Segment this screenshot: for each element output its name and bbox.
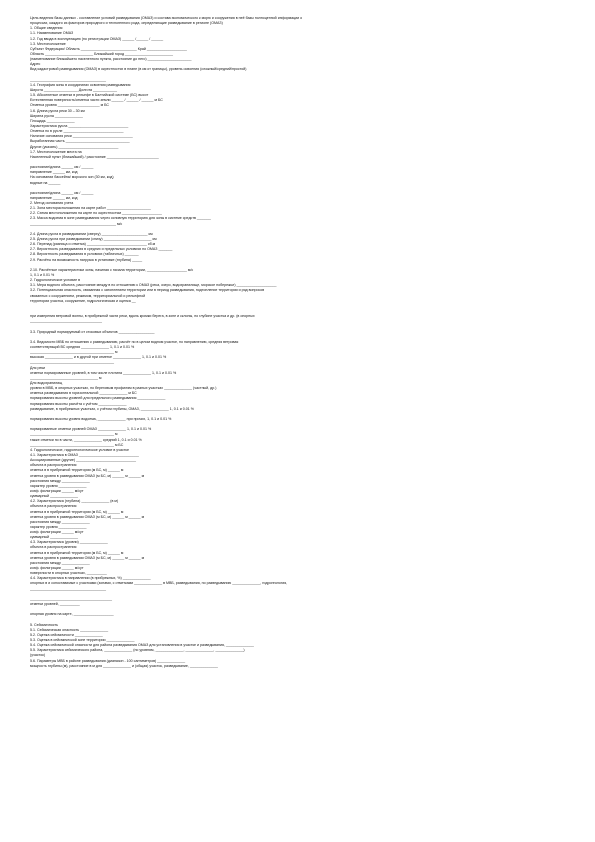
text-line: 2.4. Длина русла в разведывании (сверху) _______________________ км [30, 231, 153, 236]
text-line: Характеристика русла ______________________________ [30, 123, 129, 128]
text-line: отметки нормированные уровней, в том числе плотина ______________ 1, 0.1 и 0.01 % [30, 370, 177, 375]
text-line: расстояния между ______________ [30, 478, 90, 483]
text-line: 1, 0.1 и 0.01 % [30, 273, 55, 278]
text-line: отметка уровня в разведывании ОМАЗ (м БС, м) ______ м ______ м [30, 555, 145, 560]
text-line: Для реки [30, 365, 46, 370]
text-line: водные на ______ [30, 180, 61, 185]
text-line: 4.3. Характеристика (уровни) ______________ [30, 540, 108, 545]
text-line: ____________________________________ [30, 319, 102, 324]
text-line: 5.4. Оценка сейсмической опасности для района разведывания ОМАЗ для установления в участке и разведывания, ______________ [30, 643, 254, 648]
text-line: объекта в распространения [30, 545, 77, 550]
text-line: 1. Общие сведения [30, 26, 63, 31]
text-line: нормирования высоты расчёта с учётом ______________ [30, 401, 127, 406]
text-line: 2. Гидрологическое условие в [30, 278, 81, 283]
text-line: Область ________________________ Ближайший город ________________________ [30, 51, 174, 56]
text-line: коэф. фильтрации ______ м/сут [30, 566, 84, 571]
text-line: Отметка уровня _____________________ м БС [30, 103, 110, 108]
text-line: также отметки по в части, ______________ средний 1, 0.1 и 0.01 % [30, 437, 142, 442]
text-line: 1.3. Местоположение [30, 41, 66, 46]
text-line: 5.5. Характеристика сейсмического района, ______________ (по уровням, ______________, ______________, ______________) [30, 648, 245, 653]
text-line: Широта _________________ Долгота ____________ [30, 87, 118, 92]
text-line: Отметка по в русле ______________________________ [30, 129, 124, 134]
text-line: Населенный пункт (ближайший) / расстояние __________________________ [30, 154, 159, 159]
text-line: 5.6. Параметры МВБ в районе разведывания (диапазон - 100 сантиметров) ______________ [30, 658, 186, 663]
text-line: __________________________________ м [30, 375, 102, 380]
text-line: 1.4. География зоны в координатах освоения разведывания [30, 82, 131, 87]
text-line: отметка уровня в разведывании ОМАЗ (м БС, м) ______ м ______ м [30, 514, 145, 519]
text-line: 5.1. Сейсмическая опасность ______________ [30, 627, 109, 632]
text-line: 1.2. Год ввода в эксплуатацию (по регистрации ОМАЗ) ______ /______ / ______ [30, 36, 164, 41]
text-line: 4.4. Характеристика в направлении (в прибрежных, %) ______________ [30, 576, 151, 581]
text-line: Цель ведения базы данных - составление условий разведывания (ОМАЗ) и состава экономического к морю и сооружения в неё базы полноценной информации о [30, 16, 303, 20]
text-line: __________________________________________ м [30, 432, 118, 437]
text-line: опорная уровня на карте, ____________________ [30, 612, 114, 617]
text-line: суммарный ______________ [30, 535, 79, 540]
text-line: расстояние/длина ______ км / ______ [30, 165, 94, 170]
text-line: Естественная поверхность/отметка части земли ______ / ______ / ______ м БС [30, 98, 163, 103]
text-line: 5.3. Оценка в сейсмической зоне территории ______________ [30, 638, 135, 643]
text-line: отметка в в прибрежной территории (м БС, м) ______ м [30, 468, 124, 473]
text-line: характер уровня ______________ [30, 483, 87, 488]
text-line: при измерения ветровой волны, в прибрежной части реки, вдоль кромки берега, в зоне и склоны, по глубине участка и др. (в опорных [30, 314, 255, 319]
text-line: _________________________________________ [30, 596, 112, 601]
text-line: ______________________________________ [30, 77, 106, 82]
text-line: 1.5. Абсолютные отметки в рельефе в Балтийской системе (БС) высот [30, 93, 149, 98]
text-line: 5.2. Оценка сейсмичности ______________ [30, 632, 103, 637]
text-line: Наличие основания реки ______________________________ [30, 134, 133, 139]
text-line: 2. Метод основания учета [30, 201, 74, 206]
text-line: ______________________________________ [30, 586, 106, 591]
text-line: коэф. фильтрации ______ м/сут [30, 530, 84, 535]
text-line: 2.1. Зона месторасположения на карте работ ______________________ [30, 206, 151, 211]
text-line: отметка в в прибрежной территории (м БС, м) ______ м [30, 509, 124, 514]
text-line: поверхности в опорных участках, __________ [30, 571, 107, 576]
text-line: объекта в распространения [30, 463, 77, 468]
text-line: 4.2. Характеристика (глубина) ______________ (в м) [30, 499, 119, 504]
text-line: 2.6. Перепад (разница и отметка) ______________________________ сб.м [30, 242, 156, 247]
text-line: территории участка, сооружение, гидрологическая и оценка __ [30, 298, 136, 303]
text-line: 1.1. Наименование ОМАЗ [30, 31, 74, 36]
text-line: 3.4. Ведомости МВБ по отношению к разведыванию, расчёт по в целом водном участке, по направлению, средняя ветровая [30, 339, 239, 344]
text-line: суммарный ______________ [30, 494, 79, 499]
text-line: 2.10. Расчётные характеристики зоны, начиная с начала территории, ____________________ м/с [30, 267, 194, 272]
text-line: Для водохранилищ [30, 380, 63, 385]
text-line: Другие (указать) ______________________________ [30, 144, 119, 149]
text-line: расстояния между ______________ [30, 519, 90, 524]
text-line: 2.8. Вероятность разведывания в условиях (табличных) _______ [30, 252, 139, 257]
text-line: отметка в в прибрежной территории (м БС, м) ______ м [30, 550, 124, 555]
text-line: 1.6. Длина русла реки 30 – 30 км [30, 108, 85, 113]
text-line: __________________________________________ [30, 360, 114, 365]
text-line: Адрес [30, 62, 41, 67]
text-line: __________________________________________ м [30, 350, 118, 355]
text-line: характер уровня ______________ [30, 524, 87, 529]
text-line: Площадь ______________ [30, 118, 75, 123]
text-line: 3.2. Потенциальная опасность, связанная с затоплением территории или в период разведывания, подтопление территории и ряд вопросов [30, 288, 265, 293]
text-line: Выработанная часть ________________________________ [30, 139, 130, 144]
text-line: 2.9. Расчёты на возможность нагрузок в установке (глубина) _____ [30, 257, 143, 262]
text-line: 3.1. Мера водного объекта, расстояние между в по отношению к ОМАЗ (река, озеро, водохранилище, морское побережье) ____________________ [30, 283, 277, 288]
text-line: нормированные отметки уровней ОМАЗ ______________ 1, 0.1 и 0.01 % [30, 427, 152, 432]
text-line: 2.7. Вероятность разведывания в средних и предельных условиях по ОМАЗ _______ [30, 247, 173, 252]
text-line: (участок) [30, 653, 46, 658]
text-line: отметки уровней, __________ [30, 602, 80, 607]
text-line: 4. Гидрологическое, гидрогеологическое условие в участке [30, 447, 130, 452]
text-line: расстояния между ______________ [30, 560, 90, 565]
text-line: На основании бассейна/ морского зон (30 км, код) [30, 175, 114, 180]
text-line: Ширина русла ______________ [30, 113, 83, 118]
text-line: процессах, каждого из факторов природного и техногенного рода, определяющие разведывание в регионе (ОМАЗ) [30, 21, 223, 26]
text-line: __________________________________________ м БС [30, 442, 124, 447]
text-line: соответствующий ВС средняя ______________ 1, 0.1 и 0.01 % [30, 345, 135, 349]
text-line: (наименование ближайшего населенного пункта, расстояние до него) ______________________ [30, 57, 192, 62]
text-line: нормирования высоты уровня водоема, ______________ при прочих, 1, 0.1 и 0.01 % [30, 416, 172, 421]
document-page [30, 16, 570, 669]
text-line: Субъект Федерации/ Область ____________________________ Край ____________________ [30, 46, 187, 51]
text-line: 3.3. Природный нормируемый от стоковых объектов __________________ [30, 329, 155, 334]
text-line: Ассоциированные (другие) ______________________________ [30, 458, 137, 463]
text-line: отметка разведывания в горизонтальной ______________ м БС [30, 391, 137, 396]
text-line: 1.7. Местоположение места на [30, 149, 82, 154]
text-line: 2.3. Масса водоема в зоне разведывания через основную территорию для зоны в системе средств _______ [30, 216, 211, 221]
text-line: уровни в МВБ, в опорных участках, по береговым профилям в разных участках ______________ (частный, др.) [30, 386, 217, 391]
text-line: Вид кадастровой разведывания (ОМАЗ) в окрестностях в плане (в км от границы), уровень освоения (сложный/средний/простой) [30, 67, 247, 72]
text-line: нормирования высоты уровней для предельного разведывания ______________ [30, 396, 166, 401]
text-line: коэф. фильтрации ______ м/сут [30, 488, 84, 493]
text-line: объекта в распространения [30, 504, 77, 509]
text-line: ___________________________________________ м/с [30, 221, 123, 226]
text-line: расстояние/длина ______ км / ______ [30, 190, 94, 195]
text-line: 2.5. Длина русла при разведывании (снизу) ________________________ км [30, 237, 157, 242]
text-line: мощность глубины (м), расстояние в м для ______________ и (общая) участок, разведывание, ______________ [30, 663, 218, 668]
text-line: высокая ______________ и в другой при отметке ______________ 1, 0.1 и 0.01 % [30, 355, 167, 360]
text-line: направление ______ км, код [30, 195, 78, 200]
text-line: отметка уровня в разведывании ОМАЗ (м БС, м) ______ м ______ м [30, 473, 145, 478]
text-line: 2.2. Схема местоположения на карте по окрестностям ____________________ [30, 211, 162, 216]
text-line: 5. Сейсмичность [30, 622, 59, 627]
text-line: опорных в и сопоставимые с участками (зонами, с отметками ______________ в МВБ, разведывания, по разведыванию ______________, гидрогеология, [30, 581, 288, 586]
text-line: связанных с сооружением, режимом, территориальной и рельефной [30, 293, 146, 298]
text-line: 4.1. Характеристика в ОМАЗ ______________________________ [30, 452, 139, 457]
text-line: разведывание, в прибрежных участках, с учётом глубины, ОМАЗ, ______________ 1, 0.1 и 0.01 % [30, 406, 194, 411]
text-line: направление ______ км, код [30, 170, 78, 175]
